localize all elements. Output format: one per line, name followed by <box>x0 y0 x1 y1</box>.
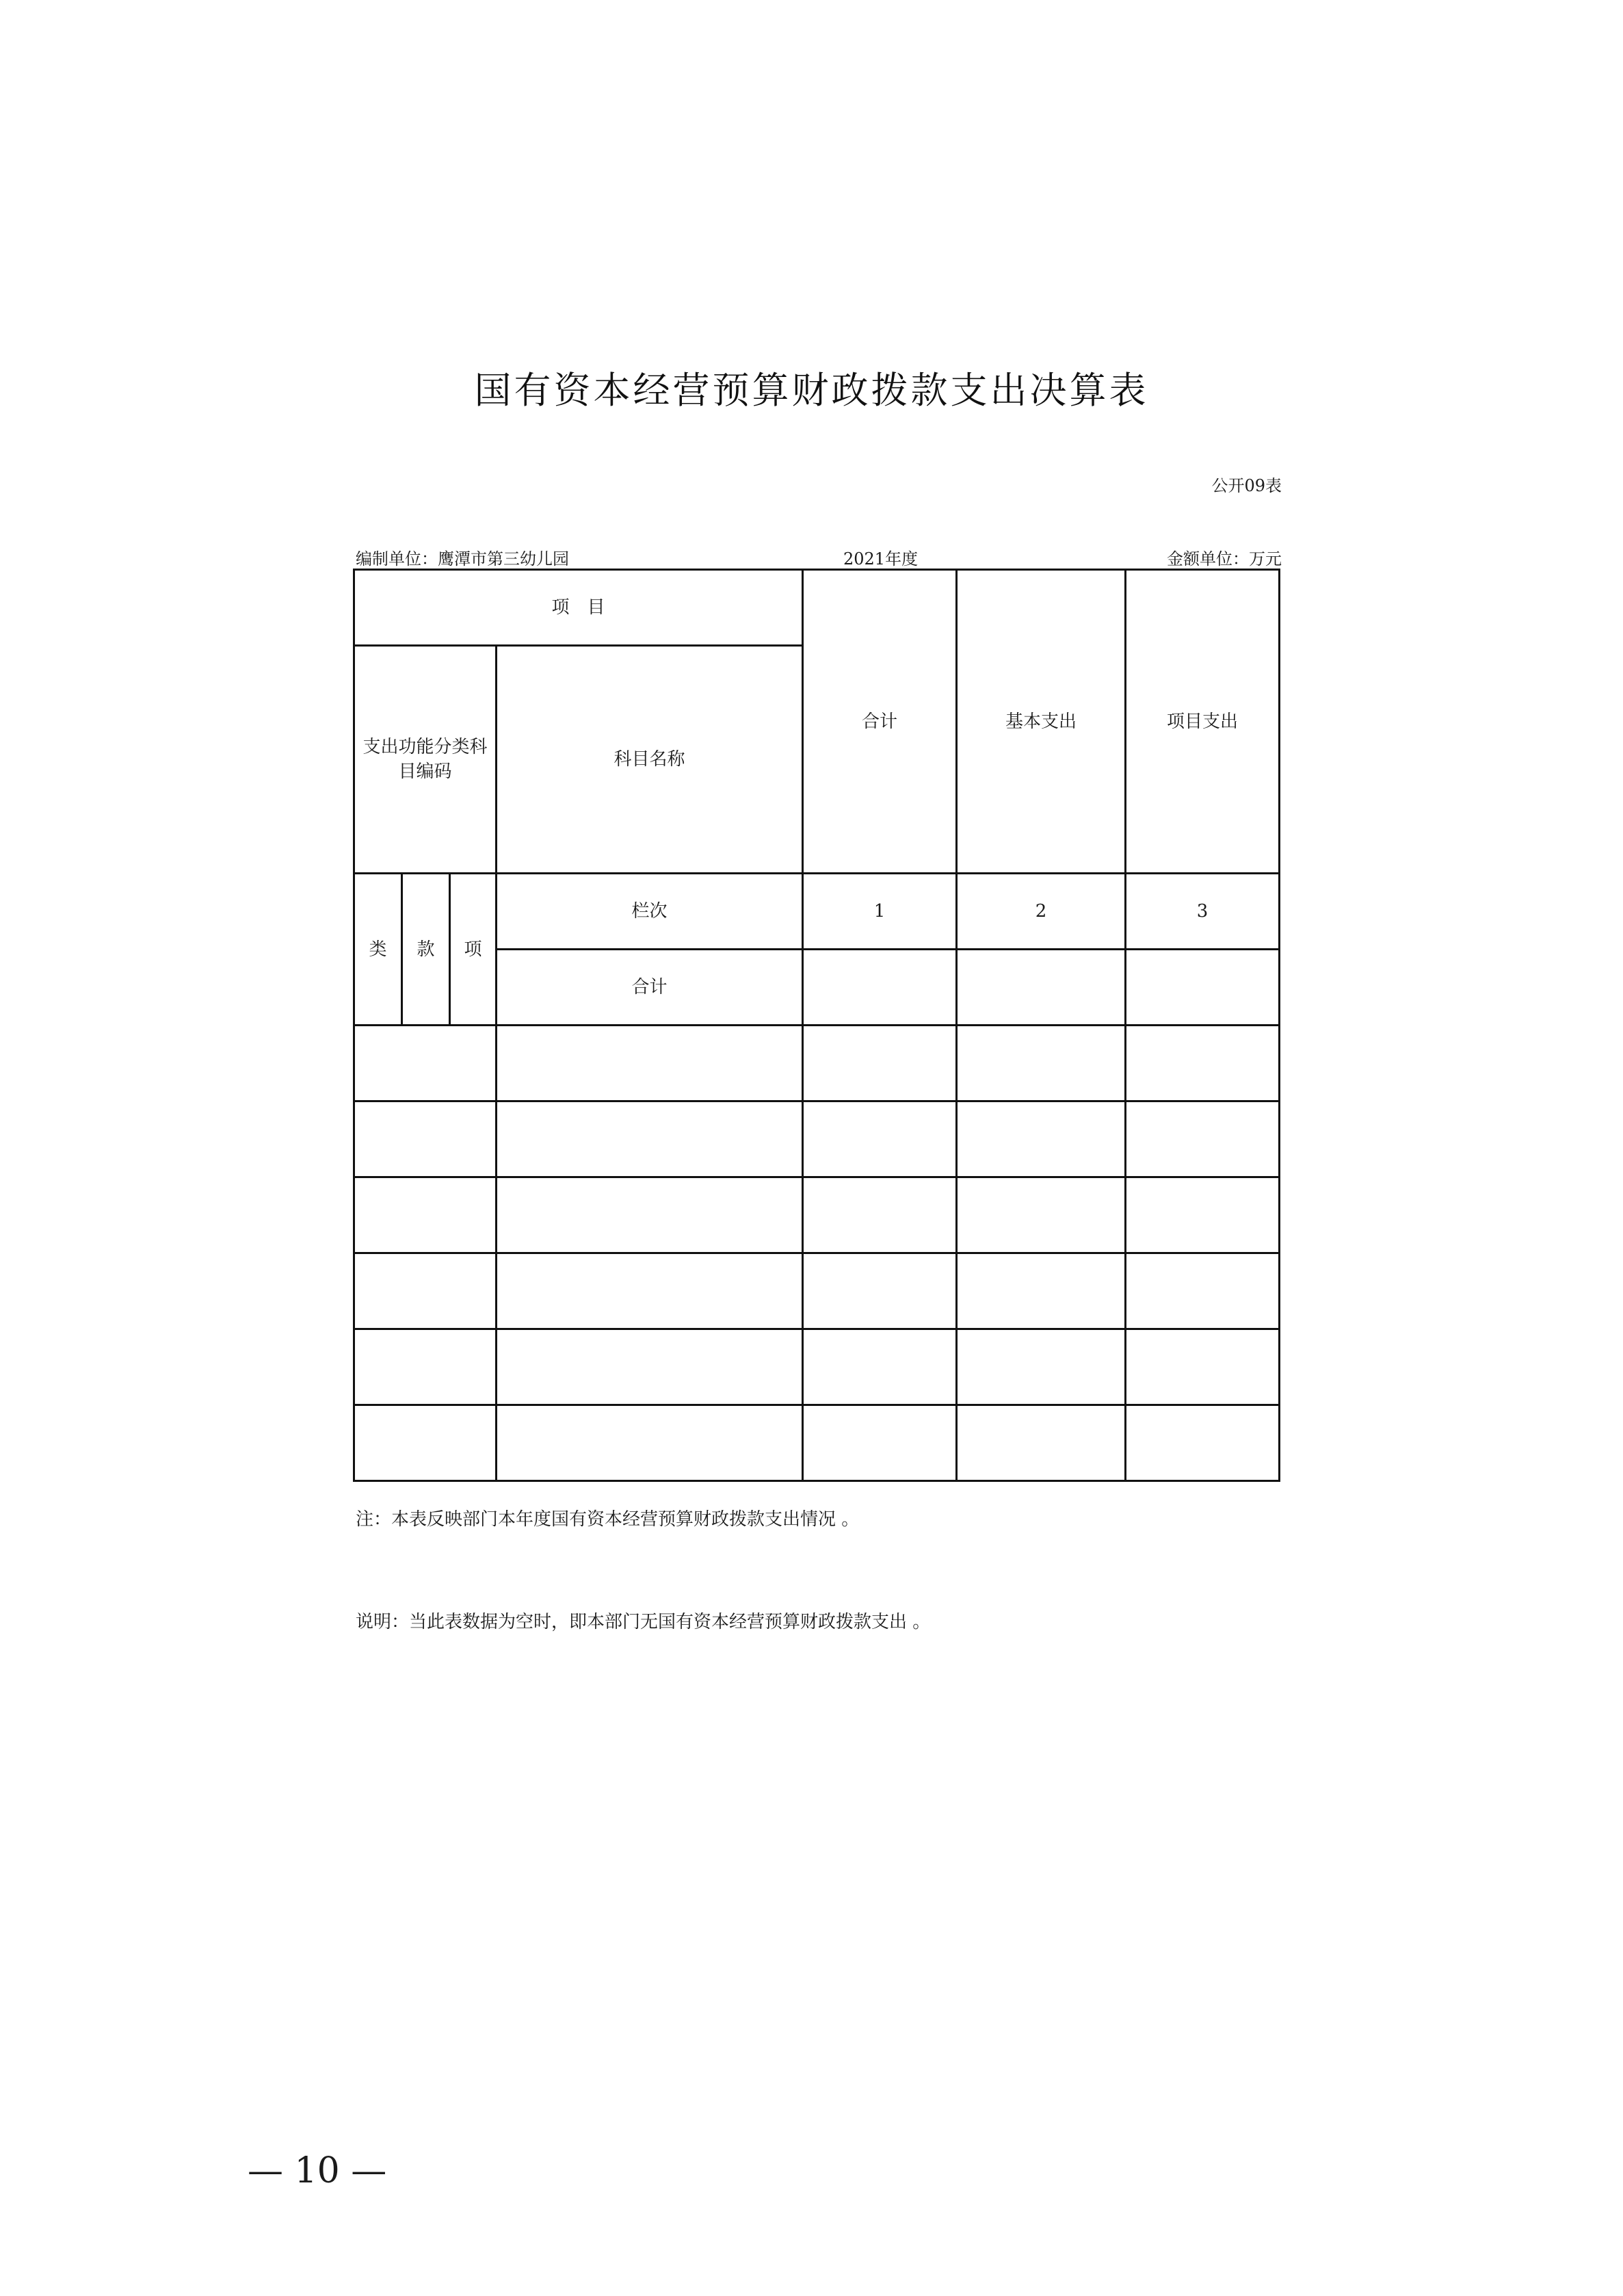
table-cell <box>354 1177 497 1253</box>
table-cell <box>957 1405 1126 1481</box>
table-row <box>354 1253 1280 1329</box>
header-subject-name: 科目名称 <box>613 749 685 770</box>
sub-lei: 类 <box>369 939 387 960</box>
table-row <box>354 1101 1280 1177</box>
table-cell <box>803 1101 957 1177</box>
col-index-1-cell <box>803 874 957 950</box>
col-index-3: 3 <box>1196 901 1209 922</box>
money-unit: 金额单位：万元 <box>1167 549 1282 569</box>
sub-xiang: 项 <box>464 939 482 960</box>
table-cell <box>957 950 1126 1026</box>
table-row <box>354 874 1280 950</box>
header-project-expense: 项目支出 <box>1167 711 1239 732</box>
table-cell <box>803 1253 957 1329</box>
row-index-cell <box>497 874 803 950</box>
table-row <box>354 1329 1280 1405</box>
table-cell <box>1126 1026 1280 1101</box>
table-cell <box>354 1329 497 1405</box>
form-code: 公开09表 <box>1211 476 1282 495</box>
table-cell <box>1126 1405 1280 1481</box>
page-title: 国有资本经营预算财政拨款支出决算表 <box>474 369 1149 412</box>
sub-lei-cell <box>354 874 402 1026</box>
budget-table <box>353 569 1280 1482</box>
table-cell <box>1126 1253 1280 1329</box>
table-cell <box>957 1253 1126 1329</box>
header-total-cell <box>803 570 957 874</box>
fiscal-year: 2021年度 <box>843 549 919 569</box>
table-cell <box>1126 1329 1280 1405</box>
table-cell <box>497 1253 803 1329</box>
sub-xiang-cell <box>450 874 497 1026</box>
col-index-2: 2 <box>1035 901 1047 922</box>
col-index-1: 1 <box>873 901 886 922</box>
table-explanation: 说明：当此表数据为空时，即本部门无国有资本经营预算财政拨款支出 。 <box>356 1612 931 1632</box>
table-cell <box>354 1405 497 1481</box>
header-code-cell <box>354 646 497 874</box>
table-cell <box>354 1026 497 1101</box>
table-row <box>354 1177 1280 1253</box>
table-cell <box>497 1026 803 1101</box>
header-basic-expense: 基本支出 <box>1005 711 1077 732</box>
header-basic-cell <box>957 570 1126 874</box>
col-index-3-cell <box>1126 874 1280 950</box>
compiling-unit: 编制单位：鹰潭市第三幼儿园 <box>356 549 569 569</box>
table-cell <box>957 1026 1126 1101</box>
table-cell <box>1126 1101 1280 1177</box>
table-row <box>354 1405 1280 1481</box>
header-name-cell <box>497 646 803 874</box>
table-cell <box>803 1405 957 1481</box>
sub-kuan: 款 <box>417 939 435 960</box>
table-header-row <box>354 570 1280 646</box>
table-cell <box>1126 950 1280 1026</box>
table-cell <box>803 1329 957 1405</box>
header-project: 项 目 <box>551 597 605 618</box>
table-cell <box>354 1101 497 1177</box>
row-index-label: 栏次 <box>631 901 668 922</box>
table-cell <box>803 950 957 1026</box>
table-cell <box>497 1329 803 1405</box>
row-total-cell <box>497 950 803 1026</box>
table-cell <box>803 1177 957 1253</box>
col-index-2-cell <box>957 874 1126 950</box>
table-row <box>354 1026 1280 1101</box>
table-cell <box>957 1177 1126 1253</box>
header-total: 合计 <box>862 711 898 732</box>
page-number: — 10 — <box>248 2150 387 2191</box>
row-total-label: 合计 <box>631 977 668 997</box>
table-cell <box>497 1101 803 1177</box>
header-project-cell <box>354 570 803 646</box>
table-cell <box>803 1026 957 1101</box>
header-function-code: 支出功能分类科目编码 <box>362 737 488 782</box>
table-note: 注：本表反映部门本年度国有资本经营预算财政拨款支出情况 。 <box>356 1509 860 1530</box>
table-cell <box>354 1253 497 1329</box>
table-cell <box>1126 1177 1280 1253</box>
table-cell <box>957 1329 1126 1405</box>
table-cell <box>957 1101 1126 1177</box>
header-project-expense-cell <box>1126 570 1280 874</box>
sub-kuan-cell <box>402 874 450 1026</box>
table-cell <box>497 1177 803 1253</box>
table-cell <box>497 1405 803 1481</box>
